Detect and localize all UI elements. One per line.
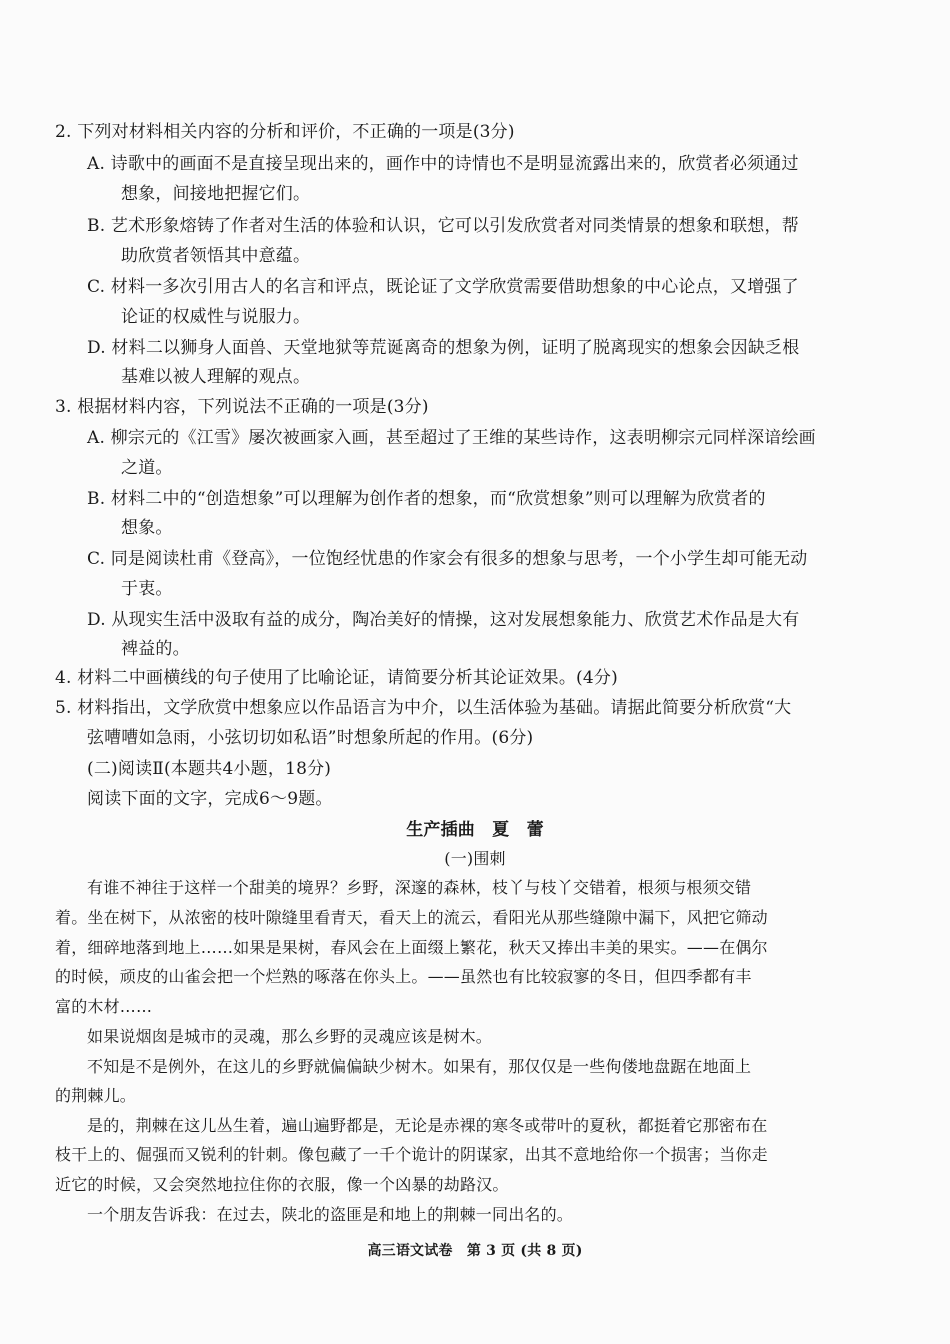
section-instruction: 阅读下面的文字，完成6～9题。 [87, 789, 333, 809]
q3-option-d-cont: 裨益的。 [121, 639, 190, 659]
paragraph-1-line-1: 有谁不神往于这样一个甜美的境界？乡野，深邃的森林，枝丫与枝丫交错着，根须与根须交错 [87, 878, 752, 897]
q2-option-b: B. 艺术形象熔铸了作者对生活的体验和认识，它可以引发欣赏者对同类情景的想象和联想，帮 [87, 216, 799, 236]
q3-option-a-cont: 之道。 [121, 458, 173, 478]
q3-option-c-cont: 于衷。 [121, 579, 173, 599]
question-5-cont: 弦嘈嘈如急雨，小弦切切如私语”时想象所起的作用。(6分) [87, 728, 534, 748]
paragraph-1-line-4: 的时候，顽皮的山雀会把一个烂熟的啄落在你头上。——虽然也有比较寂寥的冬日，但四季都有丰 [55, 967, 752, 986]
q2-option-d: D. 材料二以狮身人面兽、天堂地狱等荒诞离奇的想象为例，证明了脱离现实的想象会因缺乏根 [87, 338, 800, 358]
paragraph-5: 一个朋友告诉我：在过去，陕北的盗匪是和地上的荆棘一同出名的。 [87, 1205, 574, 1224]
q2-option-a-cont: 想象，间接地把握它们。 [121, 184, 311, 204]
q3-option-d: D. 从现实生活中汲取有益的成分，陶冶美好的情操，这对发展想象能力、欣赏艺术作品是大有 [87, 610, 800, 630]
question-5: 5. 材料指出，文学欣赏中想象应以作品语言为中介，以生活体验为基础。请据此简要分析欣赏“大 [55, 698, 792, 718]
paragraph-1-line-5: 富的木材…… [55, 997, 153, 1016]
paragraph-1-line-3: 着，细碎地落到地上……如果是果树，春风会在上面缀上繁花，秋天又捧出丰美的果实。——在偶尔 [55, 938, 768, 957]
article-title: 生产插曲 夏 蕾 [406, 820, 544, 840]
q3-option-c: C. 同是阅读杜甫《登高》，一位饱经忧患的作家会有很多的想象与思考，一个小学生却可能无动 [87, 549, 808, 569]
paragraph-3-line-2: 的荆棘儿。 [55, 1086, 137, 1105]
paragraph-4-line-3: 近它的时候，又会突然地拉住你的衣服，像一个凶暴的劫路汉。 [55, 1175, 509, 1194]
question-2-stem: 2. 下列对材料相关内容的分析和评价，不正确的一项是(3分) [55, 122, 515, 142]
q3-option-b: B. 材料二中的“创造想象”可以理解为创作者的想象，而“欣赏想象”则可以理解为欣赏者的 [87, 489, 766, 509]
paragraph-4-line-2: 枝干上的、倔强而又锐利的针刺。像包藏了一千个诡计的阴谋家，出其不意地给你一个损害；当你走 [55, 1145, 768, 1164]
article-subtitle: (一)围刺 [444, 849, 506, 868]
paragraph-3-line-1: 不知是不是例外，在这儿的乡野就偏偏缺少树木。如果有，那仅仅是一些佝偻地盘踞在地面上 [87, 1057, 752, 1076]
section-heading: (二)阅读Ⅱ(本题共4小题，18分) [87, 759, 332, 779]
q2-option-b-cont: 助欣赏者领悟其中意蕴。 [121, 246, 311, 266]
question-3-stem: 3. 根据材料内容，下列说法不正确的一项是(3分) [55, 397, 429, 417]
q3-option-a: A. 柳宗元的《江雪》屡次被画家入画，甚至超过了王维的某些诗作，这表明柳宗元同样深谙绘画 [87, 428, 816, 448]
paragraph-1-line-2: 着。坐在树下，从浓密的枝叶隙缝里看青天，看天上的流云，看阳光从那些缝隙中漏下，风把它筛动 [55, 908, 768, 927]
q3-option-b-cont: 想象。 [121, 518, 173, 538]
q2-option-c: C. 材料一多次引用古人的名言和评点，既论证了文学欣赏需要借助想象的中心论点，又增强了 [87, 277, 799, 297]
q2-option-c-cont: 论证的权威性与说服力。 [121, 307, 311, 327]
page-footer: 高三语文试卷 第 3 页 (共 8 页) [367, 1243, 583, 1259]
paragraph-2: 如果说烟囱是城市的灵魂，那么乡野的灵魂应该是树木。 [87, 1027, 493, 1046]
question-4: 4. 材料二中画横线的句子使用了比喻论证，请简要分析其论证效果。(4分) [55, 668, 618, 688]
paragraph-4-line-1: 是的，荆棘在这儿丛生着，遍山遍野都是，无论是赤裸的寒冬或带叶的夏秋，都挺着它那密布在 [87, 1116, 768, 1135]
q2-option-d-cont: 基难以被人理解的观点。 [121, 367, 311, 387]
q2-option-a: A. 诗歌中的画面不是直接呈现出来的，画作中的诗情也不是明显流露出来的，欣赏者必须通过 [87, 154, 799, 174]
